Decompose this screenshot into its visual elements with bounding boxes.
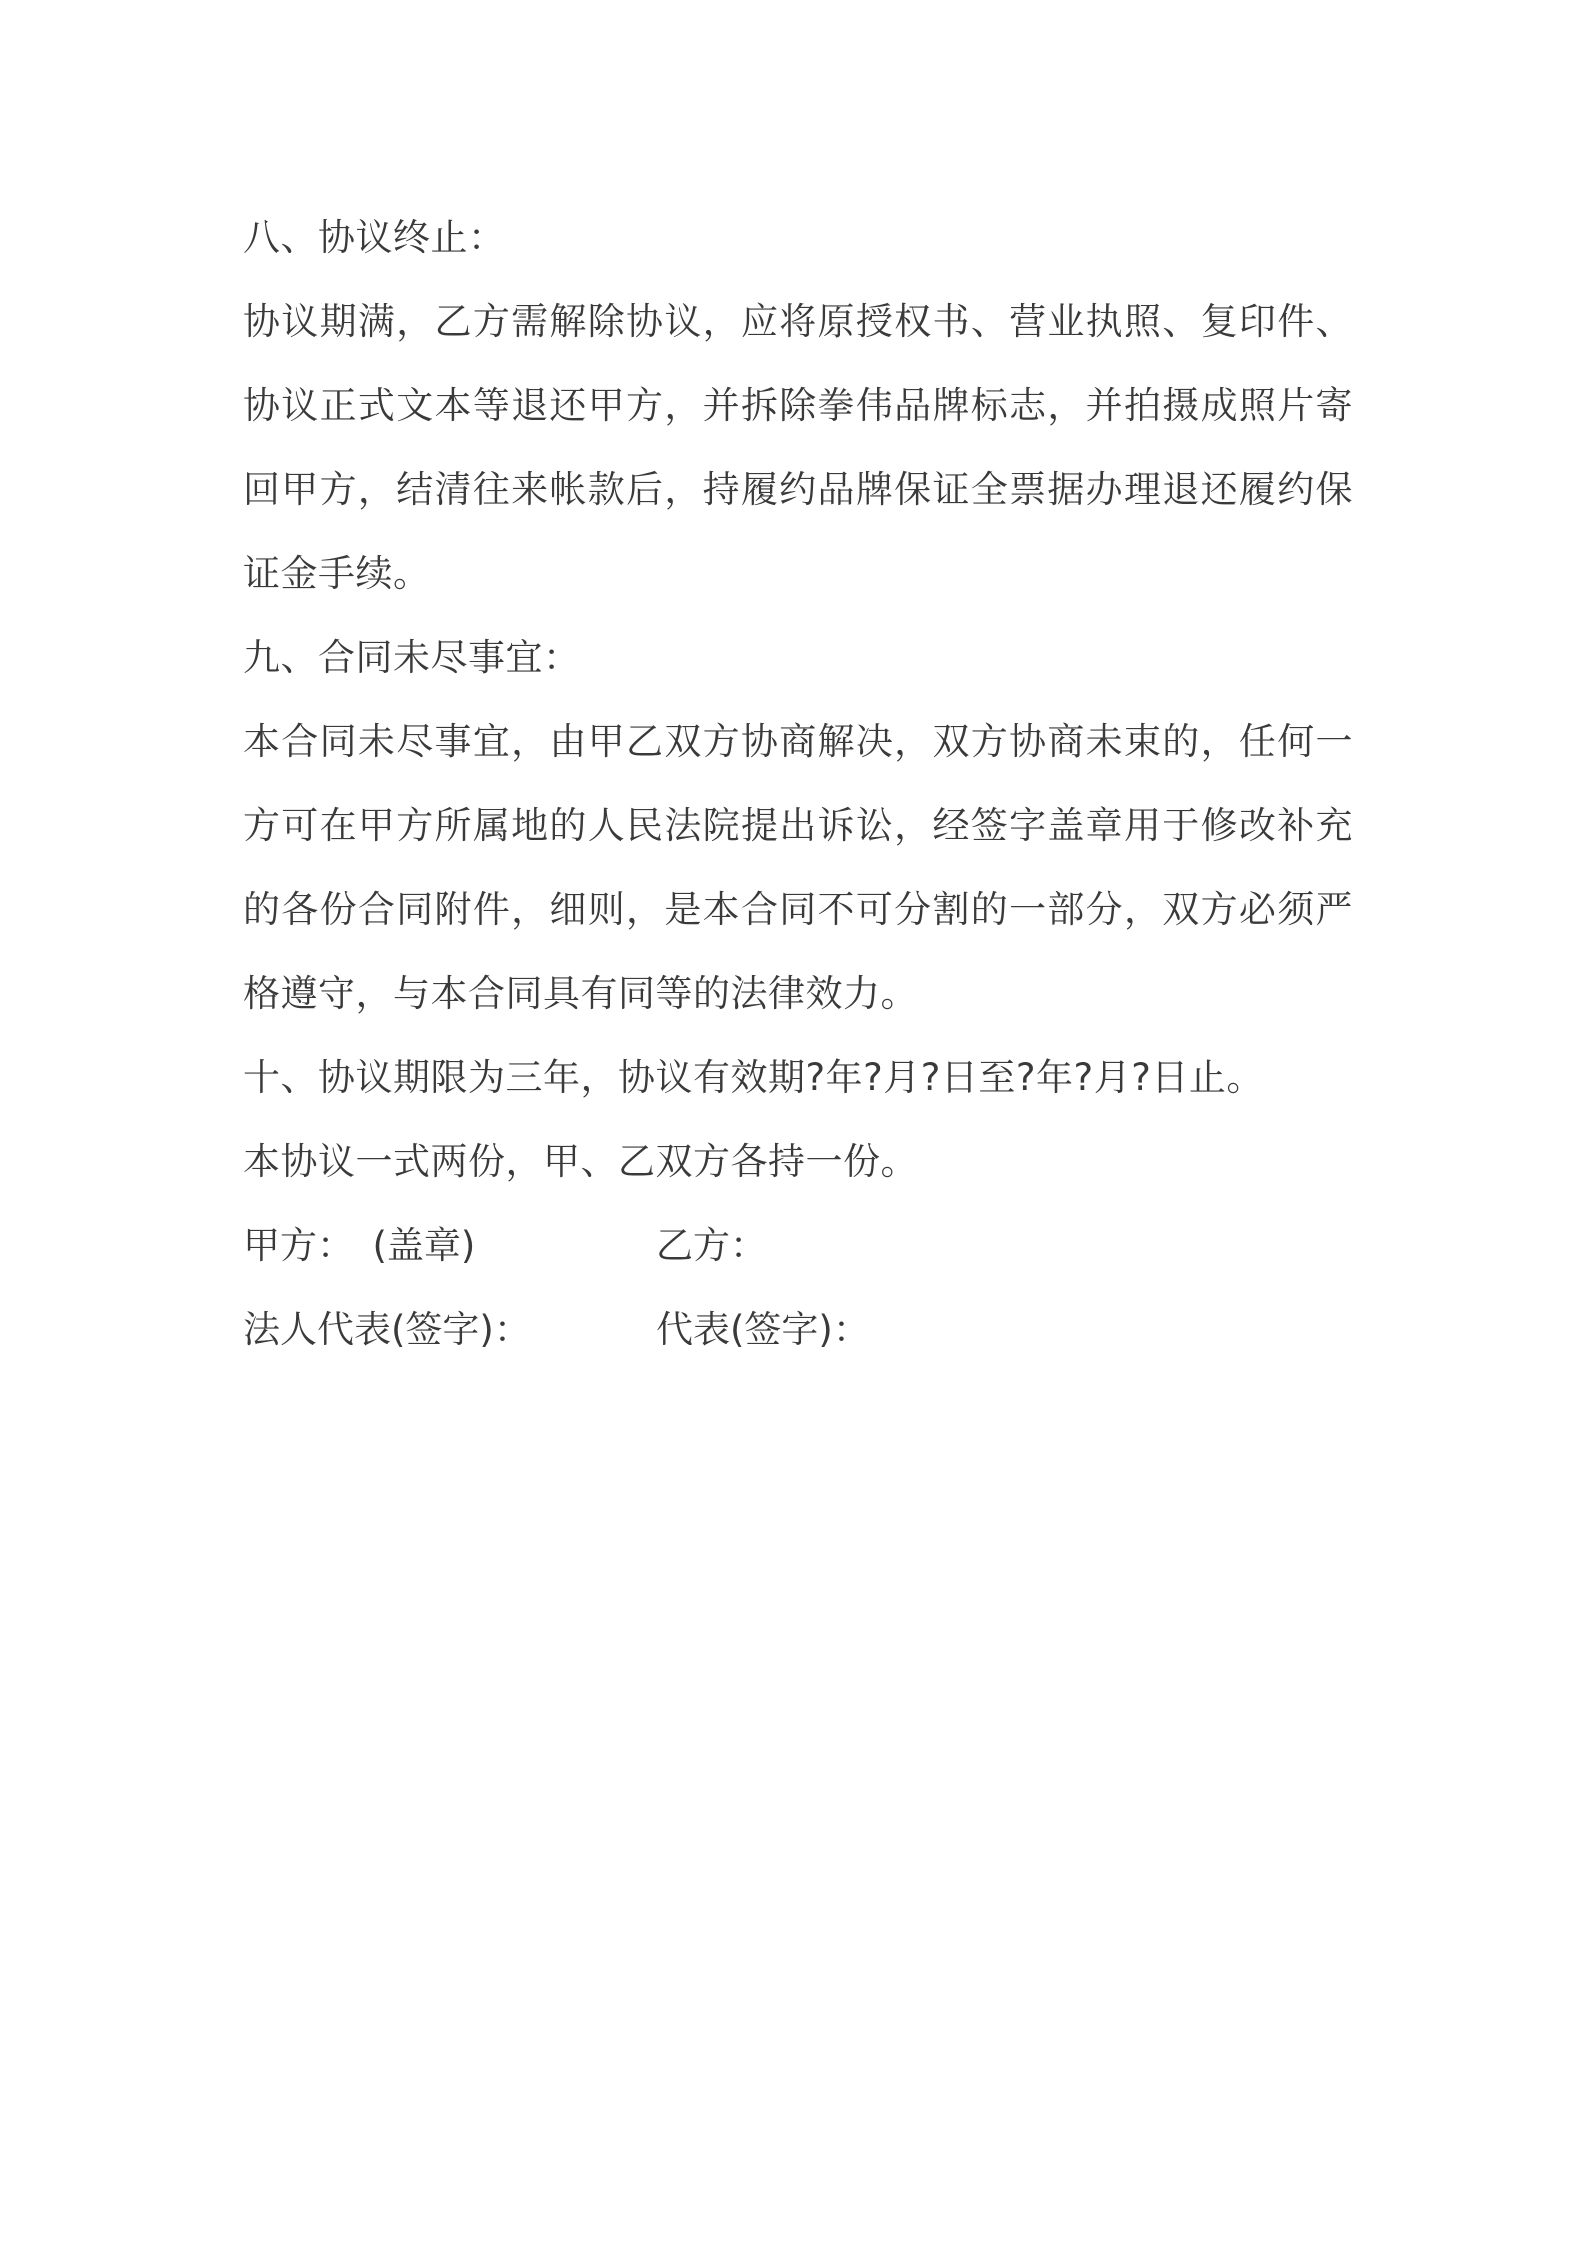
legal-representative-label: 法人代表(签字)：: [243, 1308, 531, 1351]
section-9-heading: 九、合同未尽事宜：: [243, 636, 581, 679]
section-10-term: 十、协议期限为三年，协议有效期?年?月?日至?年?月?日止。: [243, 1056, 1264, 1099]
document-content: [243, 196, 1353, 1372]
signature-row-parties: [243, 1204, 1353, 1288]
signature-row-representatives: [243, 1288, 1353, 1372]
section-9-body: 本合同未尽事宜，由甲乙双方协商解决，双方协商未束的，任何一方可在甲方所属地的人民法院提出诉讼，经签字盖章用于修改补充的各份合同附件，细则，是本合同不可分割的一部分，双方必须严格遵守，与本合同具有同等的法律效力。: [243, 720, 1353, 1015]
section-8-body: 协议期满，乙方需解除协议，应将原授权书、营业执照、复印件、协议正式文本等退还甲方，并拆除拳伟品牌标志，并拍摄成照片寄回甲方，结清往来帐款后，持履约品牌保证全票据办理退还履约保证金手续。: [243, 300, 1353, 595]
copies-statement: 本协议一式两份，甲、乙双方各持一份。: [243, 1140, 918, 1183]
party-b-label: 乙方：: [656, 1224, 767, 1267]
representative-label: 代表(签字)：: [656, 1308, 870, 1351]
section-8-heading: 八、协议终止：: [243, 216, 506, 259]
party-a-label: 甲方： (盖章): [243, 1224, 476, 1267]
